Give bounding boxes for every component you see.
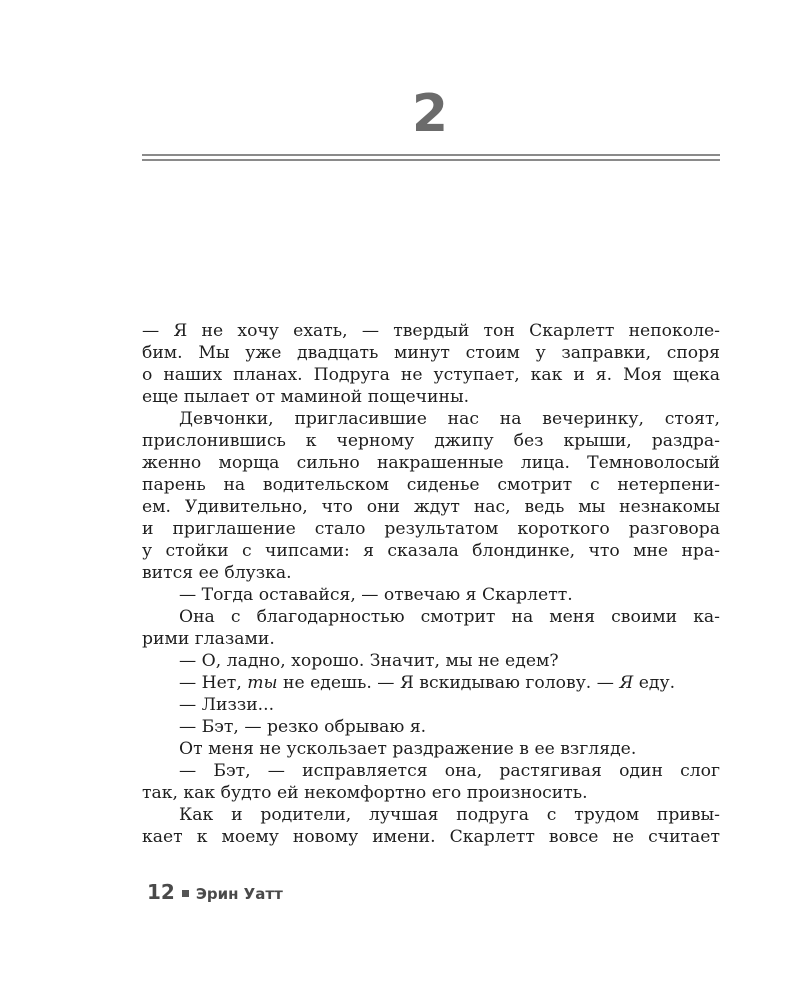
text-line: о наших планах. Подруга не уступает, как и я. Моя щека xyxy=(142,365,720,385)
page-number: 12 xyxy=(147,880,175,904)
chapter-rule-bottom xyxy=(142,159,720,161)
text-line: Девчонки, пригласившие нас на вечеринку, стоят, xyxy=(179,409,720,429)
text-line: — О, ладно, хорошо. Значит, мы не едем? xyxy=(179,651,559,671)
emphasis-text: ты xyxy=(247,673,278,693)
text-line: рими глазами. xyxy=(142,629,275,649)
text-line xyxy=(142,672,720,694)
text-line: кает к моему новому имени. Скарлетт вовсе не считает xyxy=(142,827,720,847)
text-line: — Бэт, — исправляется она, растягивая один слог xyxy=(179,761,720,781)
chapter-rule-top xyxy=(142,154,720,156)
paragraph xyxy=(142,408,720,584)
paragraph xyxy=(142,738,720,760)
emphasis-text: Я xyxy=(619,673,634,693)
text-line: От меня не ускользает раздражение в ее взгляде. xyxy=(179,739,637,759)
text-line: — Бэт, — резко обрываю я. xyxy=(179,717,427,737)
text-segment: еду. xyxy=(633,673,676,693)
paragraph xyxy=(142,694,720,716)
text-line: — Лиззи... xyxy=(179,695,275,715)
text-line: вится ее блузка. xyxy=(142,563,292,583)
paragraph xyxy=(142,804,720,848)
author-name: Эрин Уатт xyxy=(195,885,283,903)
text-line: — Тогда оставайся, — отвечаю я Скарлетт. xyxy=(179,585,573,605)
page-footer xyxy=(147,880,283,906)
text-line: Как и родители, лучшая подруга с трудом привы- xyxy=(179,805,720,825)
text-line: ем. Удивительно, что они ждут нас, ведь мы незнакомы xyxy=(142,497,720,517)
text-segment: не едешь. — Я вскидываю голову. — xyxy=(277,673,620,693)
text-line: — Я не хочу ехать, — твердый тон Скарлетт непоколе- xyxy=(142,321,720,341)
text-line: еще пылает от маминой пощечины. xyxy=(142,387,470,407)
text-line: и приглашение стало результатом короткого разговора xyxy=(142,519,720,539)
paragraph xyxy=(142,760,720,804)
text-segment: — Нет, xyxy=(179,673,248,693)
square-bullet-icon xyxy=(182,890,189,897)
paragraph xyxy=(142,672,720,694)
paragraph xyxy=(142,584,720,606)
paragraph xyxy=(142,716,720,738)
text-line: у стойки с чипсами: я сказала блондинке, что мне нра- xyxy=(142,541,720,561)
text-line: бим. Мы уже двадцать минут стоим у заправки, споря xyxy=(142,343,720,363)
paragraph xyxy=(142,320,720,408)
paragraph xyxy=(142,606,720,650)
chapter-number: 2 xyxy=(411,84,449,144)
text-line: парень на водительском сиденье смотрит с нетерпени- xyxy=(142,475,720,495)
chapter-body-text xyxy=(142,320,720,848)
text-line: женно морща сильно накрашенные лица. Темноволосый xyxy=(142,453,720,473)
text-line: Она с благодарностью смотрит на меня своими ка- xyxy=(179,607,720,627)
paragraph xyxy=(142,650,720,672)
text-line: так, как будто ей некомфортно его произносить. xyxy=(142,783,588,803)
text-line: прислонившись к черному джипу без крыши, раздра- xyxy=(142,431,720,451)
